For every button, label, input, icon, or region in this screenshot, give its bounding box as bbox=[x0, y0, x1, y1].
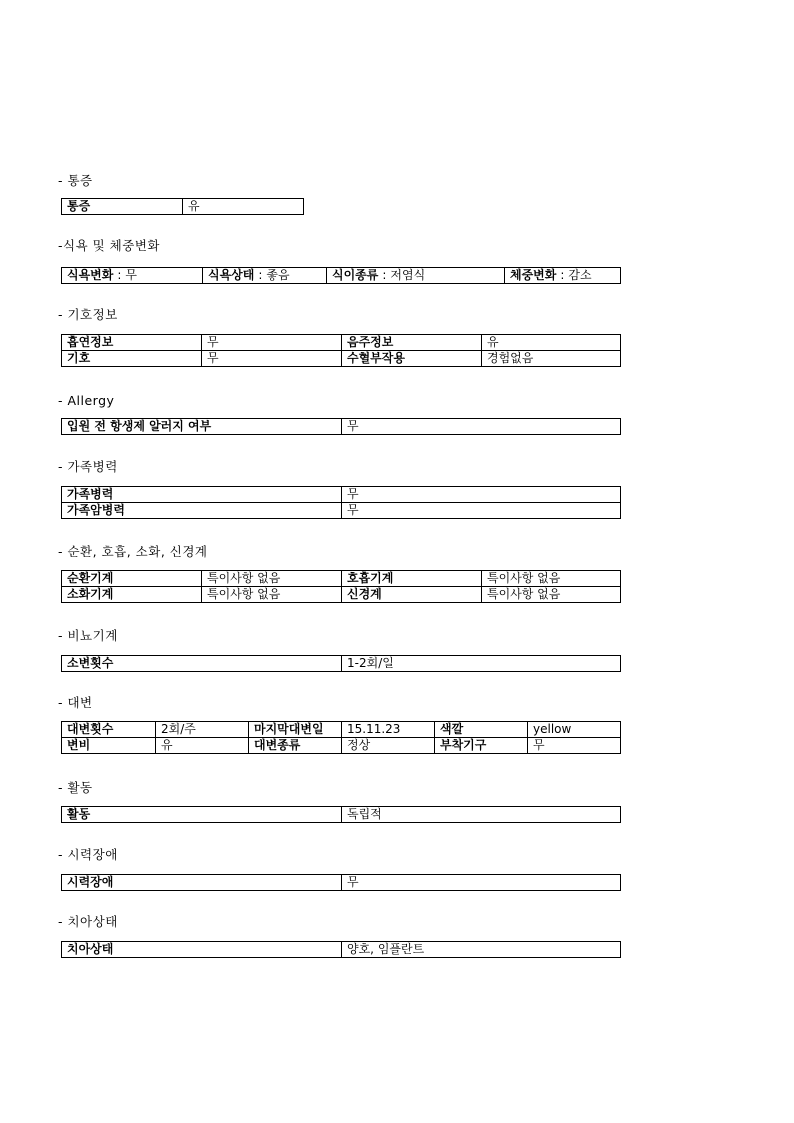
section-title-activity: - 활동 bbox=[58, 780, 93, 795]
table-cell bbox=[203, 268, 327, 284]
table-value-cell: 유 bbox=[156, 738, 249, 754]
table-row bbox=[62, 738, 621, 754]
section-title-systems: - 순환, 호흡, 소화, 신경계 bbox=[58, 544, 208, 559]
table-value-cell: 경험없음 bbox=[482, 351, 621, 367]
table-label-cell: 기호 bbox=[62, 351, 202, 367]
table-value-cell: 무 bbox=[528, 738, 621, 754]
colon-separator: : bbox=[117, 268, 122, 282]
table-row bbox=[62, 487, 621, 503]
pain-table bbox=[61, 198, 304, 215]
table-label-cell: 호흡기계 bbox=[342, 571, 482, 587]
allergy-table bbox=[61, 418, 621, 435]
vision-table bbox=[61, 874, 621, 891]
section-title-dental: - 치아상태 bbox=[58, 914, 118, 929]
table-label-cell: 순환기계 bbox=[62, 571, 202, 587]
table-value-cell: 유 bbox=[482, 335, 621, 351]
table-label-cell: 통증 bbox=[62, 199, 183, 215]
colon-separator: : bbox=[258, 268, 263, 282]
table-value: 무 bbox=[125, 268, 138, 282]
appetite-table bbox=[61, 267, 621, 284]
table-label: 체중변화 bbox=[510, 268, 557, 282]
table-value-cell: 2회/주 bbox=[156, 722, 249, 738]
table-label-cell: 대변횟수 bbox=[62, 722, 156, 738]
table-value-cell: yellow bbox=[528, 722, 621, 738]
preference-table bbox=[61, 334, 621, 367]
table-label-cell: 마지막대변일 bbox=[249, 722, 342, 738]
table-label-cell: 변비 bbox=[62, 738, 156, 754]
table-value-cell: 무 bbox=[342, 419, 621, 435]
table-value-cell: 15.11.23 bbox=[342, 722, 435, 738]
table-row bbox=[62, 807, 621, 823]
table-row bbox=[62, 199, 304, 215]
table-value-cell: 특이사항 없음 bbox=[202, 587, 342, 603]
table-row bbox=[62, 419, 621, 435]
table-row bbox=[62, 571, 621, 587]
bowel-table bbox=[61, 721, 621, 754]
table-row bbox=[62, 656, 621, 672]
table-value-cell: 무 bbox=[202, 351, 342, 367]
table-row bbox=[62, 875, 621, 891]
table-value-cell: 특이사항 없음 bbox=[202, 571, 342, 587]
table-value-cell: 무 bbox=[342, 503, 621, 519]
table-value-cell: 특이사항 없음 bbox=[482, 571, 621, 587]
table-value: 저염식 bbox=[390, 268, 426, 282]
colon-separator: : bbox=[382, 268, 387, 282]
table-value-cell: 무 bbox=[342, 487, 621, 503]
table-label-cell: 음주정보 bbox=[342, 335, 482, 351]
section-title-preference: - 기호정보 bbox=[58, 307, 118, 322]
activity-table bbox=[61, 806, 621, 823]
table-label-cell: 부착기구 bbox=[435, 738, 528, 754]
table-row bbox=[62, 942, 621, 958]
table-cell bbox=[62, 268, 203, 284]
section-title-pain: - 통증 bbox=[58, 173, 93, 188]
table-value-cell: 양호, 임플란트 bbox=[342, 942, 621, 958]
table-label-cell: 가족병력 bbox=[62, 487, 342, 503]
table-row bbox=[62, 268, 621, 284]
table-row bbox=[62, 722, 621, 738]
table-label-cell: 수혈부작용 bbox=[342, 351, 482, 367]
section-title-vision: - 시력장애 bbox=[58, 847, 118, 862]
section-title-appetite: -식욕 및 체중변화 bbox=[58, 238, 160, 253]
table-label-cell: 치아상태 bbox=[62, 942, 342, 958]
table-value-cell: 무 bbox=[342, 875, 621, 891]
table-cell bbox=[505, 268, 621, 284]
table-value-cell: 정상 bbox=[342, 738, 435, 754]
section-title-urinary: - 비뇨기계 bbox=[58, 628, 118, 643]
table-row bbox=[62, 503, 621, 519]
table-label: 식이종류 bbox=[332, 268, 379, 282]
table-label-cell: 대변종류 bbox=[249, 738, 342, 754]
section-title-family-history: - 가족병력 bbox=[58, 459, 118, 474]
table-label: 식욕변화 bbox=[67, 268, 114, 282]
table-value-cell: 무 bbox=[202, 335, 342, 351]
table-value: 감소 bbox=[568, 268, 592, 282]
urinary-table bbox=[61, 655, 621, 672]
table-label-cell: 활동 bbox=[62, 807, 342, 823]
table-row bbox=[62, 335, 621, 351]
table-value-cell: 유 bbox=[183, 199, 304, 215]
section-title-allergy: - Allergy bbox=[58, 393, 115, 408]
table-value-cell: 독립적 bbox=[342, 807, 621, 823]
table-label-cell: 흡연정보 bbox=[62, 335, 202, 351]
table-label-cell: 가족암병력 bbox=[62, 503, 342, 519]
table-cell bbox=[327, 268, 505, 284]
table-label-cell: 신경계 bbox=[342, 587, 482, 603]
table-label: 식욕상태 bbox=[208, 268, 255, 282]
table-value-cell: 1-2회/일 bbox=[342, 656, 621, 672]
table-label-cell: 시력장애 bbox=[62, 875, 342, 891]
table-value: 좋음 bbox=[266, 268, 290, 282]
colon-separator: : bbox=[560, 268, 565, 282]
section-title-bowel: - 대변 bbox=[58, 695, 93, 710]
table-row bbox=[62, 587, 621, 603]
table-label-cell: 입원 전 항생제 알러지 여부 bbox=[62, 419, 342, 435]
table-label-cell: 색깔 bbox=[435, 722, 528, 738]
table-label-cell: 소변횟수 bbox=[62, 656, 342, 672]
table-value-cell: 특이사항 없음 bbox=[482, 587, 621, 603]
systems-table bbox=[61, 570, 621, 603]
family-history-table bbox=[61, 486, 621, 519]
table-row bbox=[62, 351, 621, 367]
table-label-cell: 소화기계 bbox=[62, 587, 202, 603]
dental-table bbox=[61, 941, 621, 958]
